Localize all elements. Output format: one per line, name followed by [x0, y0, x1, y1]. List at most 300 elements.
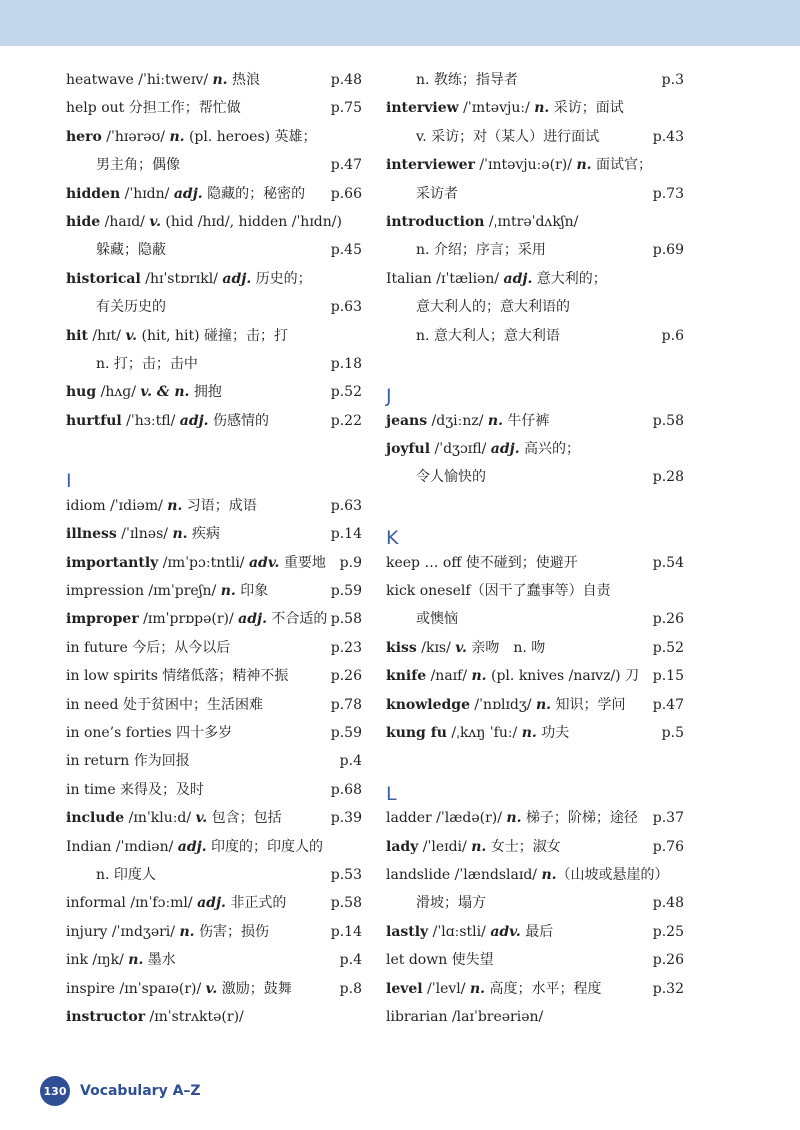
definition: 梯子；阶梯；途径	[521, 810, 638, 827]
vocab-entry	[66, 322, 362, 350]
phonetic: /ˈnɒlɪdʒ/	[469, 696, 536, 713]
phonetic: /ˈɪndiən/	[111, 838, 178, 855]
vocab-entry	[66, 492, 362, 520]
phonetic: /ɪˈtæliən/	[431, 270, 504, 287]
entry-text	[386, 208, 578, 236]
part-of-speech: n.	[471, 838, 487, 855]
part-of-speech: v.	[205, 980, 218, 997]
page-reference: p.22	[330, 412, 362, 429]
entry-continuation-text: 躲藏；隐蔽	[96, 242, 166, 259]
page-number-badge: 130	[40, 1076, 70, 1106]
entry-continuation-text: 令人愉快的	[416, 469, 486, 486]
headword: kiss	[386, 639, 417, 656]
phonetic: /ɪnˈspaɪə(r)/	[115, 980, 206, 997]
part-of-speech: n.	[487, 412, 503, 429]
page-reference: p.59	[330, 724, 362, 741]
headword: librarian	[386, 1008, 448, 1025]
definition: 面试官；	[591, 157, 652, 174]
headword: lastly	[386, 923, 429, 940]
part-of-speech: n.	[576, 157, 592, 174]
definition: 意大利的；	[532, 270, 607, 287]
entry-text	[386, 265, 607, 293]
page-reference: p.59	[330, 583, 362, 600]
entry-text	[386, 577, 611, 605]
page-reference: p.75	[330, 100, 362, 117]
vocab-entry	[386, 549, 684, 577]
definition: 高兴的；	[519, 441, 581, 458]
headword: hurtful	[66, 412, 122, 429]
definition: 墨水	[143, 952, 176, 969]
section-gap	[386, 492, 684, 520]
headword: ink	[66, 952, 88, 969]
phonetic: /laɪˈbreəriən/	[447, 1008, 544, 1025]
definition: 印象	[235, 583, 269, 600]
vocab-entry	[386, 208, 684, 236]
phonetic: /hɪˈstɒrɪkl/	[140, 270, 223, 287]
headword: impression	[66, 583, 144, 600]
vocab-entry	[66, 549, 362, 577]
phonetic: /ɪnˈstrʌktə(r)/	[145, 1008, 244, 1025]
vocab-column-right	[386, 66, 684, 1031]
phonetic: /dʒiːnz/	[427, 412, 488, 429]
phonetic: /hʌɡ/	[96, 384, 141, 401]
page-reference: p.58	[330, 895, 362, 912]
page-reference: p.14	[330, 526, 362, 543]
entry-text	[66, 747, 190, 775]
headword: instructor	[66, 1008, 146, 1025]
entry-text	[386, 662, 639, 690]
part-of-speech: n.	[128, 952, 144, 969]
part-of-speech: n.	[541, 866, 557, 883]
part-of-speech: n.	[469, 980, 485, 997]
phonetic: /ˈhɜːtfl/	[121, 412, 180, 429]
page-reference: p.18	[330, 355, 362, 372]
page-reference: p.8	[339, 980, 362, 997]
page-reference: p.58	[330, 611, 362, 628]
vocab-entry	[386, 804, 684, 832]
page-reference: p.5	[661, 724, 684, 741]
phonetic: /ɪmˈpreʃn/	[143, 583, 221, 600]
entry-continuation	[386, 889, 684, 917]
part-of-speech: n.	[179, 923, 195, 940]
page-reference: p.26	[330, 668, 362, 685]
page-reference: p.52	[330, 384, 362, 401]
section-gap	[386, 747, 684, 775]
vocab-entry	[386, 94, 684, 122]
definition: 疾病	[187, 526, 220, 543]
headword: in future	[66, 639, 128, 656]
headword: in low spirits	[66, 668, 158, 685]
headword: let down	[386, 952, 448, 969]
phonetic: /haɪd/	[100, 213, 150, 230]
page-reference: p.6	[661, 327, 684, 344]
definition: 今后；从今以后	[127, 639, 231, 656]
part-of-speech: v.	[149, 213, 161, 230]
footer-label: Vocabulary A–Z	[80, 1083, 201, 1099]
definition: 女士；淑女	[486, 838, 561, 855]
entry-text	[66, 123, 317, 151]
headword: Italian	[386, 270, 432, 287]
headword: lady	[386, 838, 419, 855]
section-gap	[66, 435, 362, 463]
vocab-entry	[386, 719, 684, 747]
vocab-entry	[386, 1003, 684, 1031]
vocab-entry	[386, 435, 684, 463]
vocab-entry	[66, 889, 362, 917]
headword: hero	[66, 128, 102, 145]
definition: 重要地	[279, 554, 326, 571]
headword: hit	[66, 327, 88, 344]
entry-continuation	[66, 861, 362, 889]
headword: injury	[66, 923, 108, 940]
part-of-speech: adv.	[490, 923, 521, 940]
part-of-speech: adj.	[197, 895, 226, 912]
page-reference: p.47	[652, 696, 684, 713]
entry-text	[66, 975, 292, 1003]
headword: knife	[386, 668, 427, 685]
vocab-entry	[386, 407, 684, 435]
entry-continuation	[66, 293, 362, 321]
phonetic: /ɪmˈpɔːtntli/	[158, 554, 249, 571]
definition: 伤害；损伤	[194, 923, 269, 940]
definition: （山坡或悬崖的）	[556, 866, 669, 883]
page-reference: p.52	[652, 639, 684, 656]
entry-text	[386, 691, 625, 719]
entry-text	[66, 549, 326, 577]
entry-continuation	[386, 66, 684, 94]
vocab-entry	[66, 975, 362, 1003]
vocab-entry	[66, 719, 362, 747]
definition: 历史的；	[251, 270, 312, 287]
phonetic: /ˈlændslaɪd/	[450, 866, 542, 883]
entry-continuation-text: 男主角；偶像	[96, 157, 180, 174]
definition: (hit, hit) 碰撞；击；打	[137, 327, 289, 344]
definition: 包含；包括	[207, 810, 282, 827]
definition: (pl. knives /naɪvz/) 刀	[486, 668, 640, 685]
headword: hide	[66, 213, 101, 230]
part-of-speech: v. & n.	[140, 384, 190, 401]
phonetic: /ɪmˈprɒpə(r)/	[138, 611, 239, 628]
headword: landslide	[386, 866, 451, 883]
part-of-speech: adj.	[179, 412, 209, 429]
page-reference: p.54	[652, 554, 684, 571]
headword: include	[66, 810, 125, 827]
part-of-speech: adv.	[248, 554, 280, 571]
page-reference: p.69	[652, 242, 684, 259]
vocab-entry	[386, 691, 684, 719]
vocab-entry	[386, 634, 684, 662]
headword: in need	[66, 696, 119, 713]
headword: informal	[66, 895, 126, 912]
page-reference: p.45	[330, 242, 362, 259]
vocab-entry	[66, 634, 362, 662]
part-of-speech: n.	[506, 810, 522, 827]
entry-text	[386, 94, 624, 122]
phonetic: /ˈhɪərəʊ/	[101, 128, 170, 145]
top-color-band	[0, 0, 800, 46]
part-of-speech: n.	[167, 497, 183, 514]
page-reference: p.14	[330, 923, 362, 940]
entry-text	[66, 719, 232, 747]
definition: 拥抱	[189, 384, 222, 401]
headword: importantly	[66, 554, 159, 571]
phonetic: /ˈhɪdn/	[120, 185, 174, 202]
vocab-entry	[66, 662, 362, 690]
entry-text	[66, 691, 263, 719]
entry-text	[66, 520, 220, 548]
vocab-entry	[66, 66, 362, 94]
part-of-speech: adj.	[238, 611, 267, 628]
entry-text	[66, 833, 323, 861]
phonetic: /ˈlædə(r)/	[431, 810, 507, 827]
part-of-speech: n.	[521, 724, 537, 741]
phonetic: /ˌɪntrəˈdʌkʃn/	[484, 213, 579, 230]
headword: jeans	[386, 412, 428, 429]
section-letter: K	[386, 527, 399, 550]
page-reference: p.43	[652, 128, 684, 145]
page-footer	[40, 1076, 201, 1106]
entry-text	[66, 577, 268, 605]
phonetic: /ˌkʌŋ ˈfuː/	[446, 724, 522, 741]
entry-text	[386, 549, 578, 577]
definition: 亲吻 n. 吻	[466, 639, 546, 656]
entry-continuation	[386, 123, 684, 151]
vocab-entry	[66, 804, 362, 832]
entry-text	[66, 946, 176, 974]
phonetic: /ˈɪntəvjuːə(r)/	[474, 157, 577, 174]
headword: ladder	[386, 810, 432, 827]
entry-continuation	[66, 151, 362, 179]
section-letter: I	[66, 470, 72, 493]
phonetic: /ˈɪndʒəri/	[107, 923, 180, 940]
vocab-entry	[386, 833, 684, 861]
vocab-entry	[66, 833, 362, 861]
phonetic: /ˈɪlnəs/	[116, 526, 173, 543]
definition: 隐藏的；秘密的	[202, 185, 306, 202]
phonetic: /kɪs/	[416, 639, 456, 656]
vocab-entry	[66, 691, 362, 719]
entry-continuation	[386, 180, 684, 208]
definition: 非正式的	[225, 895, 287, 912]
entry-text	[66, 208, 342, 236]
vocab-entry	[66, 946, 362, 974]
headword: hug	[66, 384, 97, 401]
vocab-entry	[66, 94, 362, 122]
page-reference: p.9	[339, 554, 362, 571]
headword: idiom	[66, 497, 106, 514]
entry-text	[66, 634, 230, 662]
section-gap	[386, 350, 684, 378]
vocab-entry	[386, 662, 684, 690]
part-of-speech: adj.	[490, 441, 520, 458]
headword: introduction	[386, 213, 485, 230]
phonetic: /ɪŋk/	[87, 952, 129, 969]
entry-continuation-text: 滑坡；塌方	[416, 895, 486, 912]
vocab-entry	[386, 151, 684, 179]
page-reference: p.26	[652, 611, 684, 628]
headword: illness	[66, 526, 117, 543]
definition: 分担工作；帮忙做	[124, 100, 241, 117]
phonetic: /ɪnˈkluːd/	[124, 810, 196, 827]
page-reference: p.39	[330, 810, 362, 827]
vocab-entry	[66, 208, 362, 236]
definition: 热浪	[227, 72, 261, 88]
definition: （因干了蠢事等）自责	[470, 583, 611, 600]
vocab-entry	[66, 605, 362, 633]
part-of-speech: v.	[455, 639, 467, 656]
headword: inspire	[66, 980, 116, 997]
entry-text	[66, 1003, 244, 1031]
headword: interviewer	[386, 157, 475, 174]
page-reference: p.48	[652, 895, 684, 912]
definition: 最后	[520, 923, 554, 940]
definition: 功夫	[536, 724, 570, 741]
part-of-speech: adj.	[173, 185, 203, 202]
entry-text	[386, 435, 580, 463]
headword: joyful	[386, 441, 431, 458]
section-letter: J	[386, 385, 392, 408]
vocab-entry	[66, 520, 362, 548]
page-reference: p.53	[330, 866, 362, 883]
vocab-entry	[66, 1003, 362, 1031]
page-reference: p.37	[652, 810, 684, 827]
page-reference: p.63	[330, 299, 362, 316]
entry-text	[386, 804, 638, 832]
entry-continuation	[66, 236, 362, 264]
entry-text	[66, 265, 312, 293]
definition: (pl. heroes) 英雄；	[184, 128, 317, 145]
headword: hidden	[66, 185, 121, 202]
phonetic: /ˈɪdiəm/	[105, 497, 168, 514]
vocab-entry	[66, 265, 362, 293]
definition: 习语；成语	[182, 497, 257, 514]
entry-text	[66, 66, 260, 94]
entry-continuation	[386, 322, 684, 350]
vocab-entry	[66, 180, 362, 208]
entry-continuation-text: 有关历史的	[96, 299, 166, 316]
page-reference: p.28	[652, 469, 684, 486]
vocab-entry	[66, 918, 362, 946]
part-of-speech: v.	[125, 327, 138, 344]
entry-text	[66, 889, 286, 917]
vocab-entry	[386, 265, 684, 293]
headword: kung fu	[386, 724, 447, 741]
definition: 高度；水平；程度	[485, 980, 602, 997]
definition: 印度的；印度人的	[206, 838, 324, 855]
phonetic: /hɪt/	[87, 327, 126, 344]
definition: 采访；面试	[549, 100, 624, 117]
vocab-entry	[66, 378, 362, 406]
section-letter: L	[386, 782, 397, 805]
entry-text	[66, 918, 269, 946]
entry-text	[386, 1003, 543, 1031]
page-reference: p.63	[330, 497, 362, 514]
entry-text	[66, 492, 257, 520]
headword: in return	[66, 753, 130, 770]
entry-text	[386, 918, 553, 946]
definition: 不合适的	[266, 611, 328, 628]
page-reference: p.68	[330, 781, 362, 798]
page-reference: p.32	[652, 980, 684, 997]
phonetic: /ˈɪntəvjuː/	[458, 100, 535, 117]
entry-continuation	[386, 605, 684, 633]
part-of-speech: n.	[534, 100, 550, 117]
headword: interview	[386, 100, 459, 117]
entry-continuation-text: n. 教练；指导者	[416, 72, 518, 88]
headword: heatwave	[66, 72, 134, 88]
entry-continuation-text: 采访者	[416, 185, 458, 202]
headword: knowledge	[386, 696, 470, 713]
definition: 情绪低落；精神不振	[157, 668, 289, 685]
definition: 来得及；及时	[115, 781, 205, 798]
entry-text	[66, 378, 222, 406]
definition: 使失望	[447, 952, 494, 969]
part-of-speech: adj.	[503, 270, 533, 287]
definition: 伤感情的	[208, 412, 270, 429]
entry-text	[386, 719, 569, 747]
entry-text	[66, 662, 288, 690]
entry-text	[66, 605, 327, 633]
page-reference: p.47	[330, 157, 362, 174]
vocab-entry	[386, 918, 684, 946]
part-of-speech: n.	[169, 128, 185, 145]
headword: keep … off	[386, 554, 462, 571]
entry-text	[386, 634, 545, 662]
entry-text	[386, 975, 601, 1003]
definition: 使不碰到；使避开	[461, 554, 578, 571]
part-of-speech: n.	[471, 668, 487, 685]
phonetic: /ˈhiːtweɪv/	[133, 72, 213, 88]
entry-continuation-text: 或懊恼	[416, 611, 458, 628]
headword: level	[386, 980, 423, 997]
page-reference: p.4	[339, 952, 362, 969]
part-of-speech: adj.	[222, 270, 252, 287]
headword: Indian	[66, 838, 112, 855]
entry-continuation-text: 意大利人的；意大利语的	[416, 299, 570, 316]
vocab-column-left	[66, 66, 362, 1031]
headword: historical	[66, 270, 141, 287]
definition: 牛仔裤	[502, 412, 550, 429]
entry-continuation-text: n. 印度人	[96, 866, 156, 883]
entry-continuation-text: n. 打；击；击中	[96, 355, 198, 372]
entry-continuation	[386, 236, 684, 264]
phonetic: /naɪf/	[426, 668, 472, 685]
part-of-speech: n.	[172, 526, 188, 543]
page-reference: p.73	[652, 185, 684, 202]
page-reference: p.15	[652, 668, 684, 685]
page-reference: p.26	[652, 952, 684, 969]
entry-text	[66, 407, 269, 435]
entry-continuation-text: n. 意大利人；意大利语	[416, 327, 560, 344]
entry-text	[386, 151, 652, 179]
page-reference: p.4	[339, 753, 362, 770]
entry-text	[66, 776, 204, 804]
entry-text	[386, 833, 561, 861]
entry-continuation	[386, 463, 684, 491]
entry-text	[66, 804, 282, 832]
entry-text	[66, 322, 288, 350]
vocab-entry	[66, 747, 362, 775]
phonetic: /ˈdʒɔɪfl/	[430, 441, 491, 458]
part-of-speech: adj.	[177, 838, 207, 855]
definition: 激励；鼓舞	[217, 980, 292, 997]
definition: (hid /hɪd/, hidden /ˈhɪdn/)	[160, 213, 342, 230]
part-of-speech: n.	[535, 696, 552, 713]
vocab-entry	[66, 123, 362, 151]
vocab-entry	[66, 577, 362, 605]
phonetic: /ˈlɑːstli/	[428, 923, 491, 940]
vocab-entry	[386, 861, 684, 889]
